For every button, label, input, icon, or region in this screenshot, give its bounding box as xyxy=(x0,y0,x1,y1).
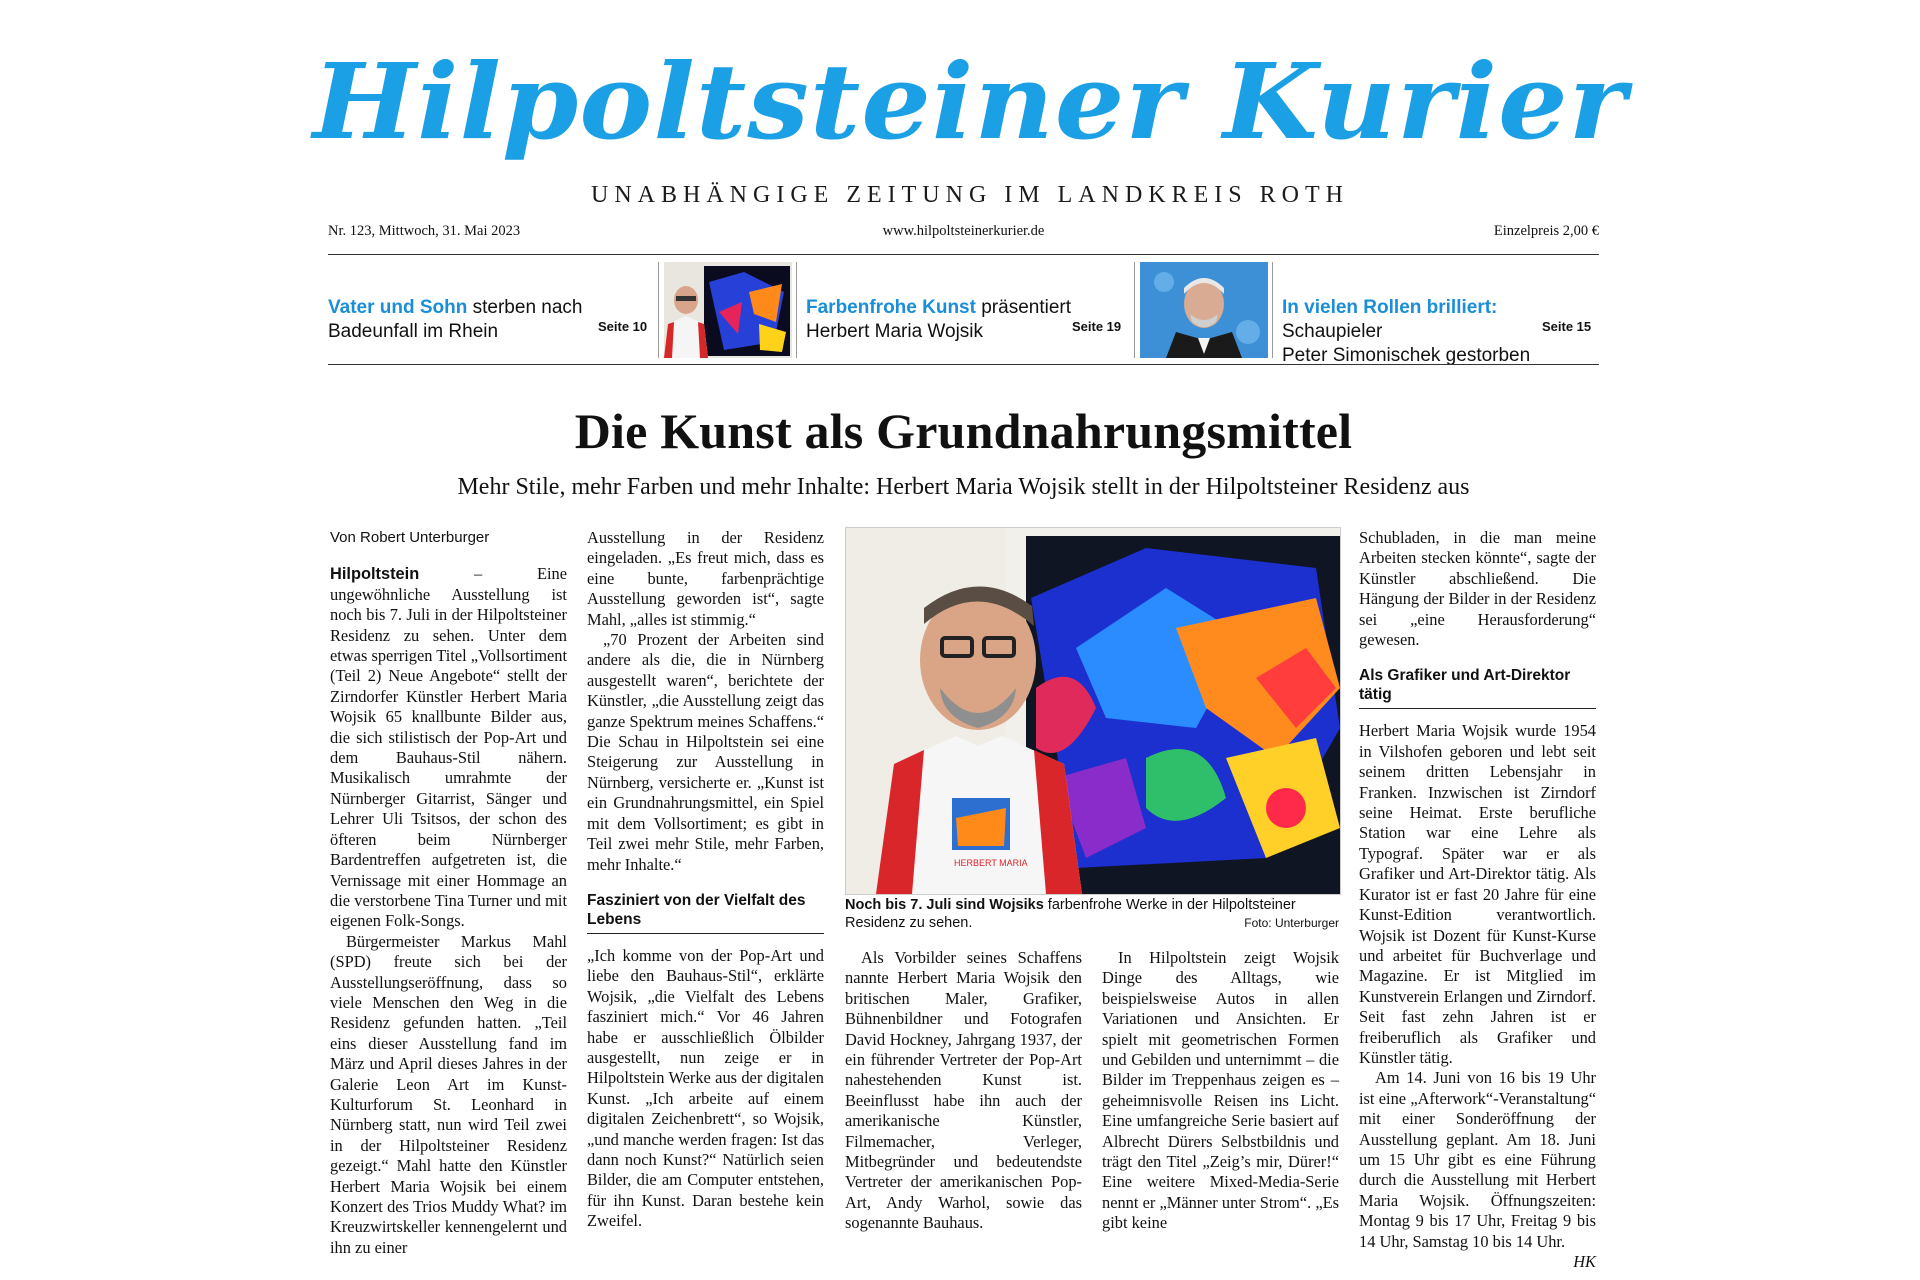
newspaper-subtitle: UNABHÄNGIGE ZEITUNG IM LANDKREIS ROTH xyxy=(591,182,1349,208)
article-column-4 xyxy=(1102,948,1339,1234)
newspaper-title: Hilpoltsteiner Kurier xyxy=(312,40,1628,163)
paragraph: Am 14. Juni von 16 bis 19 Uhr ist eine „Afterwork“-Veranstaltung“ mit einer Sonderöffnung der Ausstellung geplant. Am 18. Juni um 15 Uhr gibt es eine Führung durch die Ausstellung mit Herbert Maria Wojsik. Öffnungszeiten: Montag 9 bis 17 Uhr, Freitag 9 bis 14 Uhr, Samstag 10 bis 14 Uhr. HK xyxy=(1359,1068,1596,1271)
teaser-text: sterben nach xyxy=(467,297,583,318)
divider-bottom xyxy=(328,364,1599,365)
teaser-page: Seite 10 xyxy=(598,319,648,334)
article-headline: Die Kunst als Grundnahrungsmittel xyxy=(574,403,1353,459)
photo-caption xyxy=(845,896,1339,932)
paragraph: Als Vorbilder seines Schaffens nannte Herbert Maria Wojsik den britischen Maler, Grafiker, Bühnenbildner und Fotografen David Hockney, Jahrgang 1937, der ein führender Vertreter der Pop-Art nahestehenden Kunst ist. Beeinflusst habe ihn auch der amerikanische Künstler, Filmemacher, Verleger, Mitbegründer und bedeutendste Vertreter der amerikanischen Pop-Art, Andy Warhol, sowie das sogenannte Bauhaus. xyxy=(845,948,1082,1233)
paragraph: Herbert Maria Wojsik wurde 1954 in Vilshofen geboren und lebt seit seinem dritten Lebensjahr in Franken. Inzwischen ist Zirndorf seine Heimat. Erste berufliche Station war eine Lehre als Typograf. Später war er als Grafiker und Art-Direktor tätig. Als Kurator ist er fast 20 Jahre für eine Kunst-Edition verantwortlich. Wojsik ist Dozent für Kunst-Kurse und arbeitet für Buchverlage und Magazine. Er ist Mitglied im Kunstverein Erlangen und Zirndorf. Seit fast zehn Jahren ist er freiberuflich als Grafiker und Künstler tätig. xyxy=(1359,721,1596,1067)
section-subhead: Fasziniert von der Vielfalt des Lebens xyxy=(587,891,824,934)
paragraph: Schubladen, in die man meine Arbeiten stecken könnte“, sagte der Künstler abschließend. Die Hängung der Bilder in der Residenz sei „eine Herausforderung“ gewesen. xyxy=(1359,528,1596,650)
issue-bar xyxy=(328,223,1599,249)
paragraph: Hilpoltstein – Eine ungewöhnliche Ausstellung ist noch bis 7. Juli in der Hilpoltsteiner Residenz zu sehen. Unter dem etwas sperrigen Titel „Vollsortiment (Teil 2) Neue Angebote“ stellt der Zirndorfer Künstler Herbert Maria Wojsik 65 knallbunte Bilder aus, die sich stilistisch der Pop-Art und dem Bauhaus-Stil nähern. Musikalisch umrahmte der Nürnberger Gitarrist, Sänger und Lehrer Uli Tsitsos, der schon des öfteren beim Nürnberger Bardentreffen aufgetreten ist, die Vernissage mit einer Hommage an die verstorbene Tina Turner und mit eigenen Folk-Songs. xyxy=(330,564,567,931)
article-photo[interactable] xyxy=(845,527,1341,895)
teaser-divider xyxy=(658,262,659,358)
teaser-divider xyxy=(1272,262,1273,358)
caption-bold: Noch bis 7. Juli sind Wojsiks xyxy=(845,897,1044,913)
teaser-text: präsentiert xyxy=(975,297,1071,318)
article-subheadline: Mehr Stile, mehr Farben und mehr Inhalte: Herbert Maria Wojsik stellt in der Hilpoltsteiner Residenz aus xyxy=(457,474,1470,500)
article-column-2 xyxy=(587,528,824,1232)
issue-price: Einzelpreis 2,00 € xyxy=(1493,223,1599,239)
article-column-3 xyxy=(845,948,1082,1234)
teaser-text: Schaupieler xyxy=(1282,321,1383,342)
teaser-3[interactable] xyxy=(1282,262,1600,366)
byline: Von Robert Unterburger xyxy=(330,529,490,546)
paragraph: In Hilpoltstein zeigt Wojsik Dinge des Alltags, wie beispielsweise Autos in allen Variationen und Ansichten. Er spielt mit geometrischen Formen und Gebilden und unternimmt – die Bilder im Treppenhaus zeigen es – geheimnisvolle Reisen ins Licht. Eine umfangreiche Serie basiert auf Albrecht Dürers Selbstbildnis und trägt den Titel „Zeig’s mir, Dürer!“ Eine weitere Mixed-Media-Serie nennt er „Männer unter Strom“. „Es gibt keine xyxy=(1102,948,1339,1233)
divider-top xyxy=(328,254,1599,255)
teaser-text: Peter Simonischek gestorben xyxy=(1282,345,1531,366)
caption-text: farbenfrohe Werke in der Hilpoltsteiner Residenz zu sehen. xyxy=(845,897,1296,931)
article-column-5 xyxy=(1359,528,1596,1272)
teaser-text: Herbert Maria Wojsik xyxy=(806,321,984,342)
thumbnail-actor-image[interactable] xyxy=(1140,262,1268,358)
teaser-page: Seite 15 xyxy=(1542,319,1592,334)
dateline: Hilpoltstein xyxy=(330,565,420,584)
paragraph: „70 Prozent der Arbeiten sind andere als die, die in Nürnberg ausgestellt waren“, berichtete der Künstler, „die Ausstellung zeigt das ganze Spektrum meines Schaffens.“ Die Schau in Hilpoltstein sei eine Steigerung zur Ausstellung in Nürnberg, versicherte er. „Kunst ist ein Grundnahrungsmittel, ein Spiel mit dem Vollsortiment; es gibt in Teil zwei mehr Stile, mehr Farben, mehr Inhalte.“ xyxy=(587,630,824,874)
teaser-1[interactable] xyxy=(328,262,658,358)
teaser-highlight: Farbenfrohe Kunst xyxy=(806,297,976,318)
thumbnail-artist-image[interactable] xyxy=(664,262,792,358)
paragraph: „Ich komme von der Pop-Art und liebe den Bauhaus-Stil“, erklärte Wojsik, „die Vielfalt des Lebens fasziniert mich.“ Vor 46 Jahren habe er ausschließlich Ölbilder ausgestellt, nun zeige er in Hilpoltstein Werke aus der digitalen Kunst. „Ich arbeite auf einem digitalen Zeichenbrett“, so Wojsik, „und manche werden fragen: Ist das dann noch Kunst?“ Natürlich seien Bilder, die am Computer entstehen, für ihn Kunst. Daran bestehe kein Zweifel. xyxy=(587,945,824,1231)
teaser-highlight: In vielen Rollen brilliert: xyxy=(1282,297,1498,318)
teaser-divider xyxy=(796,262,797,358)
shirt-print-text: HERBERT MARIA xyxy=(954,858,1028,868)
teaser-2[interactable] xyxy=(806,262,1134,358)
teaser-highlight: Vater und Sohn xyxy=(328,297,468,318)
teaser-page: Seite 19 xyxy=(1072,319,1122,334)
article-column-1 xyxy=(330,528,567,1258)
issue-number-date: Nr. 123, Mittwoch, 31. Mai 2023 xyxy=(328,223,521,239)
author-initials: HK xyxy=(1573,1252,1596,1271)
section-subhead: Als Grafiker und Art-Direktor tätig xyxy=(1359,666,1596,709)
website-link[interactable]: www.hilpoltsteinerkurier.de xyxy=(882,223,1045,239)
teaser-text: Badeunfall im Rhein xyxy=(328,321,499,342)
masthead xyxy=(312,40,1628,208)
paragraph: Ausstellung in der Residenz eingeladen. „Es freut mich, dass es eine bunte, farbenprächtige Ausstellung geworden ist“, sagte Mahl, „alles ist stimmig.“ xyxy=(587,528,824,629)
teaser-divider xyxy=(1134,262,1135,358)
photo-credit: Foto: Unterburger xyxy=(1244,916,1339,930)
paragraph: Bürgermeister Markus Mahl (SPD) freute sich bei der Ausstellungseröffnung, dass so viele Menschen den Weg in die Residenz gefunden hatten. „Teil eins dieser Ausstellung fand im März und April dieses Jahres in der Galerie Leon Art im Kunst-Kulturforum St. Leonhard in Nürnberg statt, nun wird Teil zwei in der Hilpoltsteiner Residenz gezeigt.“ Mahl hatte den Künstler Herbert Maria Wojsik bei einem Konzert des Trios Muddy What? im Kreuzwirtskeller kennengelernt und ihn zu einer xyxy=(330,931,567,1257)
